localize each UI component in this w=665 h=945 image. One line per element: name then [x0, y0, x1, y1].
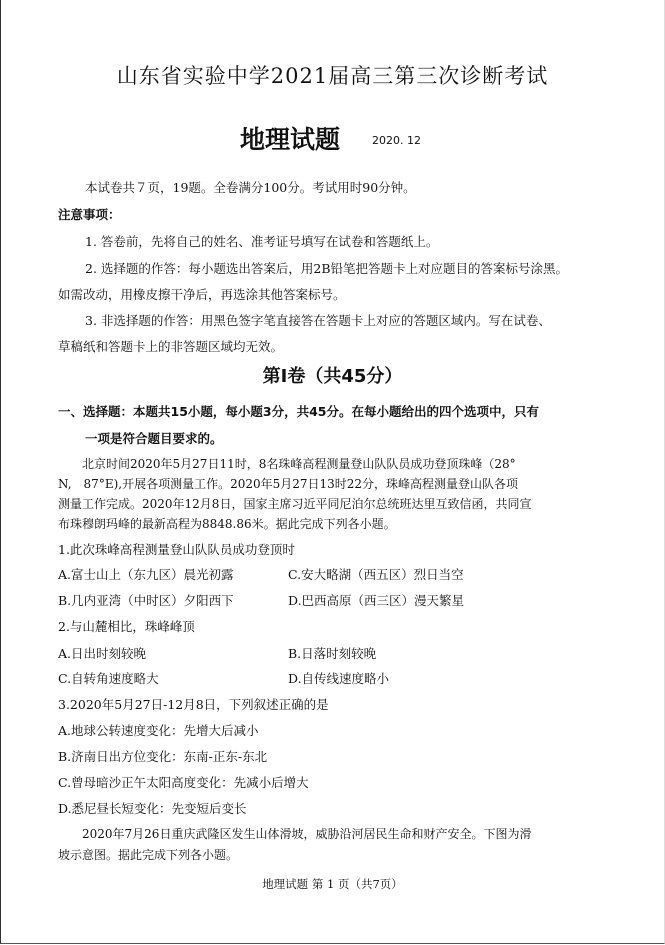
question-3-stem: 3.2020年5月27日-12月8日，下列叙述正确的是: [58, 697, 329, 712]
question-1-option-a: A.富士山上（东九区）晨光初露: [58, 567, 234, 582]
note-item-3-cont: 草稿纸和答题卡上的非答题区域均无效。: [58, 339, 284, 354]
question-3-option-a: A.地球公转速度变化：先增大后减小: [58, 723, 259, 738]
question-2-option-b: B.日落时刻较晚: [288, 646, 377, 661]
question-1-option-c: C.安大略湖（西五区）烈日当空: [288, 567, 464, 582]
question-3-option-d: D.悉尼昼长短变化：先变短后变长: [58, 801, 247, 816]
subject-title: 地理试题: [240, 125, 341, 154]
passage2-line-2: 坡示意图。据此完成下列各小题。: [58, 848, 239, 862]
note-item-3: 3. 非选择题的作答：用黑色签字笔直接答在答题卡上对应的答题区域内。写在试卷、: [85, 313, 551, 328]
section-instruction-cont: 一项是符合题目要求的。: [85, 431, 223, 446]
question-3-option-b: B.济南日出方位变化：东南-正东-东北: [58, 749, 268, 764]
question-2-option-c: C.自转角速度略大: [58, 671, 159, 686]
section-instruction: 一、选择题：本题共15小题，每小题3分，共45分。在每小题给出的四个选项中，只有: [58, 404, 539, 419]
question-2-option-d: D.自传线速度略小: [288, 671, 390, 686]
note-item-1: 1. 答卷前，先将自己的姓名、准考证号填写在试卷和答题纸上。: [85, 234, 439, 249]
question-2-option-a: A.日出时刻较晚: [58, 646, 147, 661]
intro-text: 本试卷共７页，19题。全卷满分100分。考试用时90分钟。: [85, 180, 416, 195]
page-footer: 地理试题 第 1 页（共7页）: [262, 877, 403, 891]
exam-date: 2020. 12: [372, 134, 421, 147]
question-1-option-b: B.几内亚湾（中时区）夕阳西下: [58, 593, 234, 608]
passage2-line-1: 2020年7月26日重庆武隆区发生山体滑坡，威胁沿河居民生命和财产安全。下图为滑: [82, 827, 532, 841]
subject-row: [0, 120, 665, 156]
passage1-line-2: N, 87°E),开展各项测量工作。2020年5月27日13时22分，珠峰高程测量登山队各项: [58, 477, 519, 491]
question-3-option-c: C.曾母暗沙正午太阳高度变化：先减小后增大: [58, 775, 309, 790]
question-2-stem: 2.与山麓相比，珠峰峰顶: [58, 619, 195, 634]
question-1-option-d: D.巴西高原（西三区）漫天繁星: [288, 593, 465, 608]
question-1-stem: 1.此次珠峰高程测量登山队队员成功登顶时: [58, 542, 295, 557]
note-item-2: 2. 选择题的作答：每小题选出答案后，用2B铅笔把答题卡上对应题目的答案标号涂黑。: [85, 261, 569, 276]
school-title: 山东省实验中学2021届高三第三次诊断考试: [116, 64, 549, 88]
passage1-line-3: 测量工作完成。2020年12月8日，国家主席习近平同尼泊尔总统班达里互致信函，共同宣: [58, 497, 532, 511]
passage1-line-1: 北京时间2020年5月27日11时，8名珠峰高程测量登山队队员成功登顶珠峰（28°: [82, 457, 516, 471]
section-heading: 第Ⅰ卷（共45分）: [262, 366, 403, 387]
notes-heading: 注意事项：: [58, 207, 121, 222]
note-item-2-cont: 如需改动，用橡皮擦干净后，再选涂其他答案标号。: [58, 287, 346, 302]
passage1-line-4: 布珠穆朗玛峰的最新高程为8848.86米。据此完成下列各小题。: [58, 517, 396, 531]
